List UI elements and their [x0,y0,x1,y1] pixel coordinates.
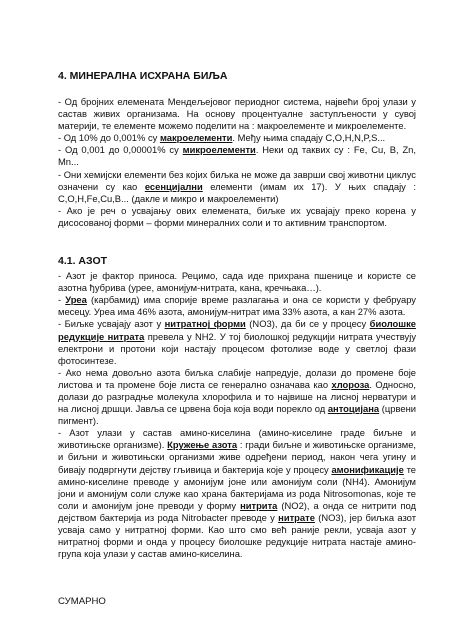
emphasized-term: Уреа [65,294,87,306]
paragraph-text: - Од бројних елемената Мендељејовог периодног система, највећи број улази у састав живих организама. На основу процентуалне заступљености у сувој материји, те елементе можемо поделити на : макроелементе и микроелементе. [58,96,416,132]
paragraph-text: - Биљке усвајају азот у [58,318,165,330]
paragraph-text: - Од 0,001 до 0,00001% су [58,144,183,156]
intro-paragraph [58,144,416,168]
paragraph-text: - Ако нема довољно азота биљка слабије напредује, долази до промене боје листова и та промене боје листа се генерално означава као [58,366,416,390]
paragraph-text: - Ако је реч о усвајању ових елемената, биљке их усвајају преко корена у дисосованој форми – форми минералних соли и то активним транспортом. [58,204,416,228]
emphasized-term: нитрате [278,511,315,523]
section-title: 4.1. АЗОТ [58,255,108,268]
nitrogen-section [58,270,416,560]
paragraph-text: . Неки од таквих су : Fe, Cu, B, Zn, Mn... [58,144,416,168]
emphasized-term: макроелементи [159,132,233,144]
paragraph-text: . Међу њима спадају С,О,Н,N,P,S... [232,132,386,144]
emphasized-term: нитратној форми [164,318,246,330]
paragraph-text: (NO2), а онда се нитрити под дејством бактерија из рода Nitrobacter преводе у [58,499,416,523]
paragraph-text: - Они хемијски елементи без којих биљка не може да заврши свој животни циклус означени су као [58,168,416,192]
emphasized-term: биолошке редукције нитрата [58,318,416,342]
emphasized-term: микроелементи [182,144,256,156]
paragraph-text: превела у NH2. У тој биолошкој редукцији нитрата учествују електрони и протони који настају процесом фотолизе воде у светлој фази фотосинтезе. [58,330,417,366]
emphasized-term: антоцијана [327,403,380,415]
paragraph-text: те амино-киселине преводе у амонијум јоне или амонијум соли (NH4). Амонијум јони и амонијум соли служе као храна бактеријама из рода Nitrosomonas, које те соли и амонијум јоне преводи у форму [58,463,417,511]
paragraph-text: - Азот улази у састав амино-киселина (амино-киселине граде биљне и животињске организме). [58,427,416,451]
page-title: 4. МИНЕРАЛНА ИСХРАНА БИЉА [58,70,228,82]
paragraph-text: - Азот је фактор приноса. Рецимо, сада иде прихрана пшенице и користе се азотна ђубрива (урее, амонијум-нитрата, кана, кречњака…). [58,270,416,294]
paragraph-text: (NO3), јер биљка азот усваја само у нитратној форми. Као што смо већ раније рекли, усваја азот у нитратној форми и онда у процесу биолошке редукције нитрата настаје амино-група која улази у састав амино-киселина. [58,511,416,560]
emphasized-term: Кружење азота [167,439,238,451]
intro-paragraph [58,205,416,229]
emphasized-term: амонификације [331,463,404,475]
paragraph-text: : гради биљне и животињске организме, и биљни и животињски организми живе одређени период, након чега угину и бивају подвргнути дејству гљивица и бактерија које у процесу [58,439,417,475]
intro-paragraph [58,96,416,132]
section-paragraph [58,270,416,294]
summary-heading: СУМАРНО [58,596,106,608]
paragraph-text: елементи (имам их 17). У њих спадају : С,О,Н,Fe,Cu,B... (дакле и микро и макроелементи) [58,180,416,204]
section-paragraph [58,318,416,366]
intro-paragraph [58,132,416,144]
paragraph-text: (карбамид) има спорије време разлагања и она се користи у фебруару месецу. Уреа има 46% азота, амонијум-нитрат има 33% азота, а кан 27% азота. [58,294,416,318]
section-paragraph [58,367,416,427]
emphasized-term: хлороза [331,378,370,390]
intro-paragraph [58,169,416,205]
emphasized-term: нитрита [240,499,278,511]
paragraph-text: (црвени пигмент). [58,403,416,427]
intro-section [58,96,416,229]
section-paragraph [58,294,416,318]
paragraph-text: (NO3), да би се у процесу [245,318,370,330]
section-paragraph [58,427,416,560]
paragraph-text: . Односно, долази до разградње молекула хлорофила и то највише на лисној нерватури и на лисној дршци. Јавља се црвена боја која води порекло од [58,378,416,415]
emphasized-term: есенцијални [144,180,203,192]
paragraph-text: - Од 10% до 0,001% су [58,132,160,144]
paragraph-text: - [58,294,66,306]
